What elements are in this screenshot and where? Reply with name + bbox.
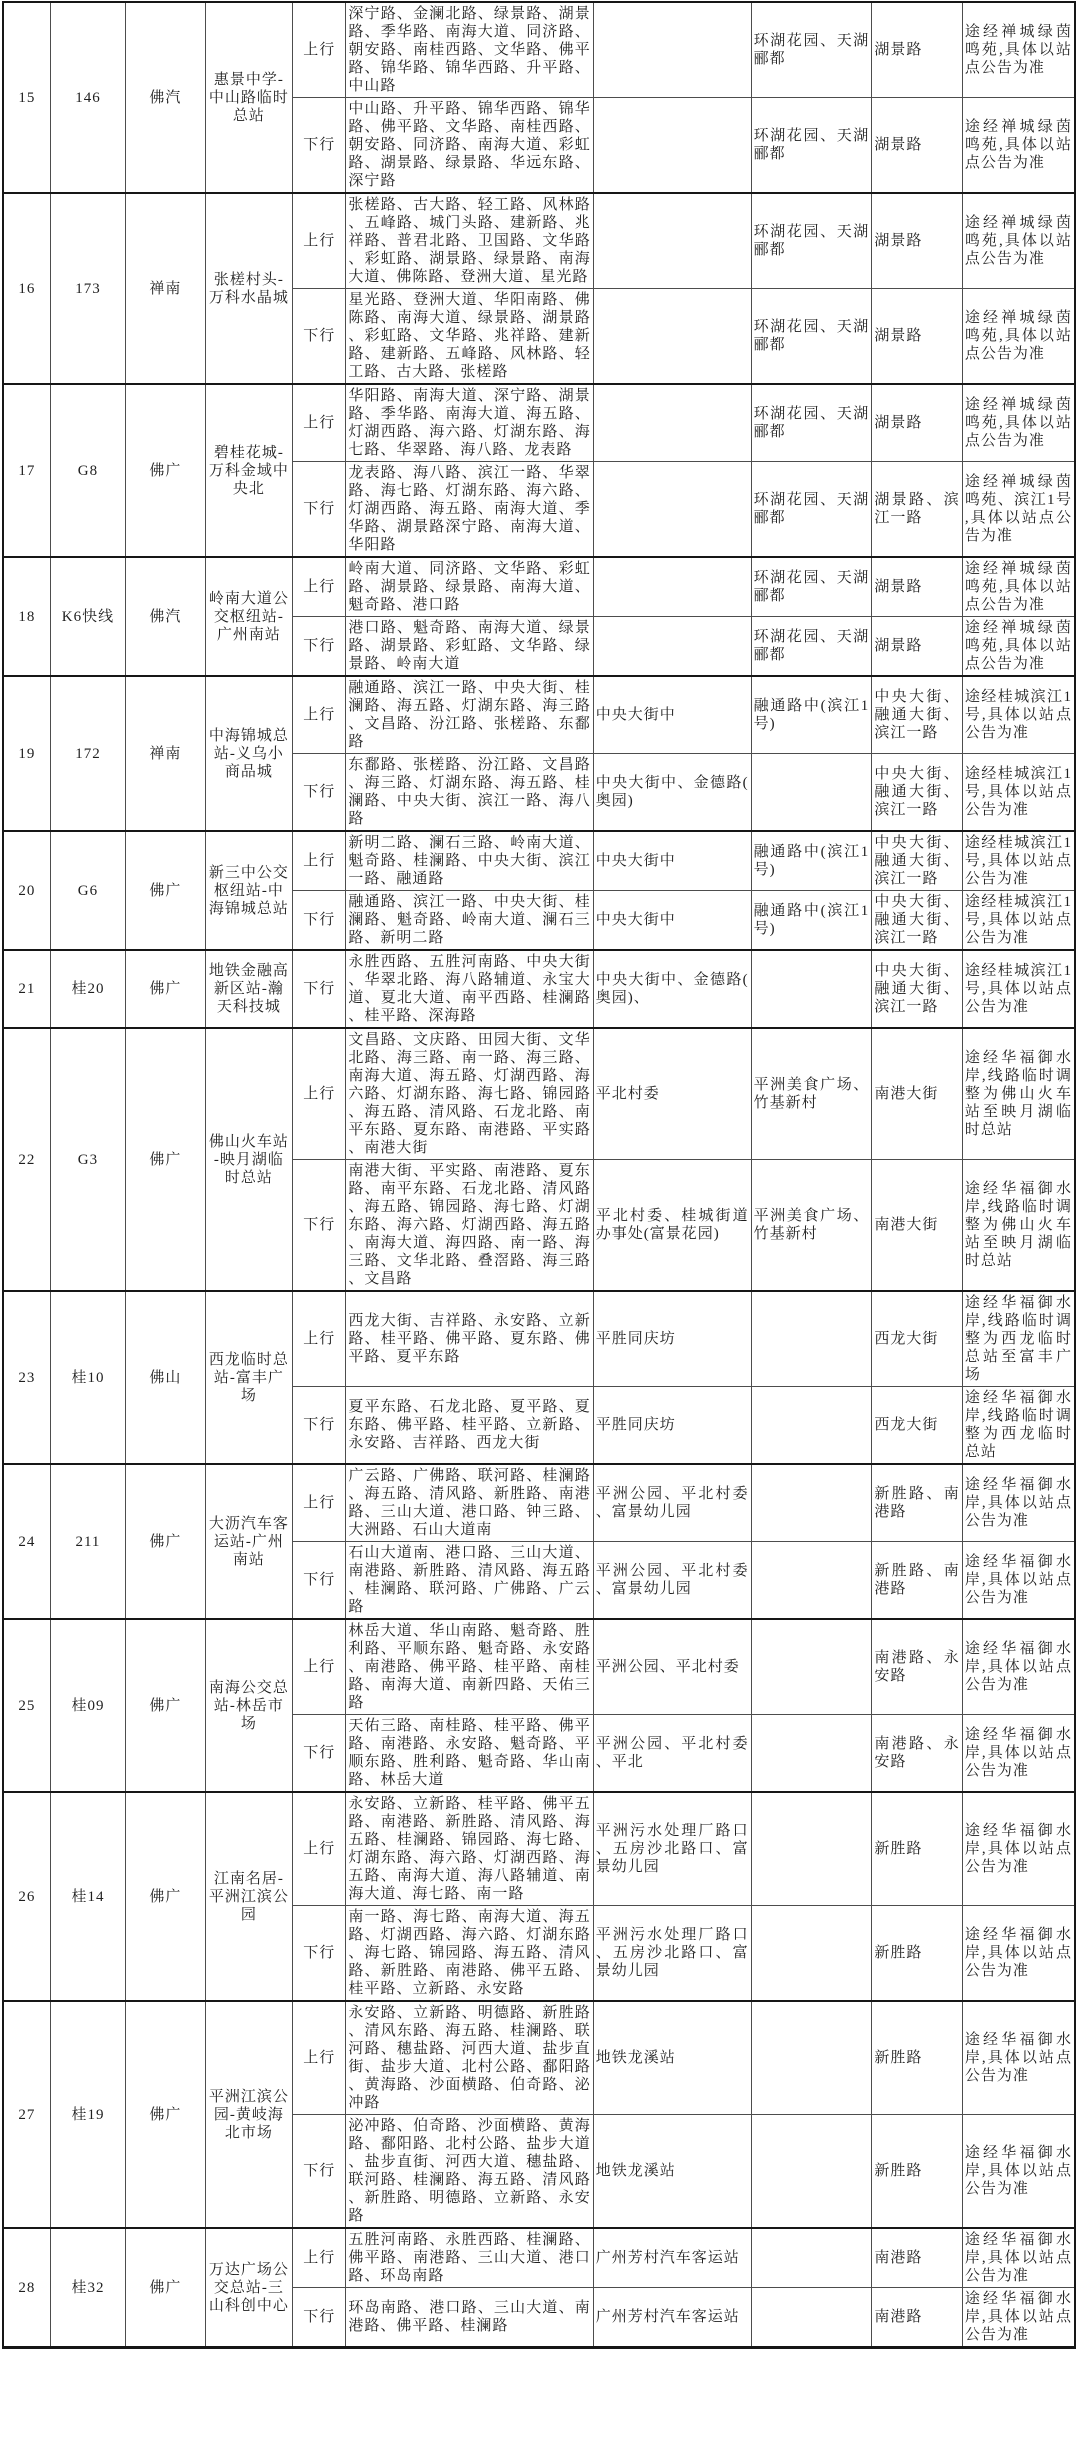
cell-route-name: 万达广场公交总站-三山科创中心 <box>205 2228 292 2348</box>
cell-route-name: 惠景中学-中山路临时总站 <box>205 2 292 193</box>
cell-note: 途经华福御水岸,具体以站点公告为准 <box>962 2228 1075 2288</box>
cell-via-2 <box>751 1387 872 1465</box>
cell-via-3: 南港路、永安路 <box>872 1715 963 1793</box>
cell-via-1: 平洲污水处理厂路口、五房沙北路口、富景幼儿园 <box>593 1906 751 2002</box>
cell-roads: 林岳大道、华山南路、魁奇路、胜利路、平顺东路、魁奇路、永安路、南港路、佛平路、桂平路、南桂路、南海大道、南新四路、天佑三路 <box>346 1619 593 1715</box>
cell-direction: 下行 <box>293 462 346 558</box>
cell-operator: 佛广 <box>126 2001 205 2228</box>
cell-note: 途经禅城绿茵鸣苑,具体以站点公告为准 <box>962 617 1075 677</box>
cell-route-code: 桂10 <box>50 1291 125 1464</box>
cell-via-3: 湖景路 <box>872 98 963 194</box>
cell-note: 途经桂城滨江1号,具体以站点公告为准 <box>962 754 1075 832</box>
cell-direction: 下行 <box>293 2115 346 2229</box>
cell-via-3: 新胜路 <box>872 1906 963 2002</box>
cell-note: 途经桂城滨江1号,具体以站点公告为准 <box>962 891 1075 951</box>
cell-direction: 上行 <box>293 2228 346 2288</box>
cell-via-2 <box>751 1715 872 1793</box>
cell-route-code: 桂09 <box>50 1619 125 1792</box>
cell-operator: 佛汽 <box>126 557 205 676</box>
cell-roads: 龙表路、海八路、滨江一路、华翠路、海七路、灯湖东路、海六路、灯湖西路、海五路、南海大道、季华路、湖景路深宁路、南海大道、华阳路 <box>346 462 593 558</box>
cell-row-number: 15 <box>3 2 50 193</box>
cell-row-number: 18 <box>3 557 50 676</box>
cell-note: 途经华福御水岸,线路临时调整为西龙临时总站 <box>962 1387 1075 1465</box>
cell-via-3: 新胜路 <box>872 2115 963 2229</box>
cell-via-3: 南港大街 <box>872 1160 963 1292</box>
cell-note: 途经桂城滨江1号,具体以站点公告为准 <box>962 831 1075 891</box>
cell-note: 途经华福御水岸,线路临时调整为佛山火车站至映月湖临时总站 <box>962 1028 1075 1160</box>
cell-route-code: 146 <box>50 2 125 193</box>
route-row <box>3 1792 1075 1906</box>
cell-direction: 下行 <box>293 950 346 1028</box>
cell-note: 途经桂城滨江1号,具体以站点公告为准 <box>962 676 1075 754</box>
cell-roads: 广云路、广佛路、联河路、桂澜路、海五路、清风路、新胜路、南港路、三山大道、港口路、钟三路、大洲路、石山大道南 <box>346 1464 593 1542</box>
cell-note: 途经禅城绿茵鸣苑,具体以站点公告为准 <box>962 193 1075 289</box>
cell-roads: 五胜河南路、永胜西路、桂澜路、佛平路、南港路、三山大道、港口路、环岛南路 <box>346 2228 593 2288</box>
cell-operator: 佛山 <box>126 1291 205 1464</box>
cell-via-1: 中央大街中、金德路(奥园)、 <box>593 950 751 1028</box>
cell-operator: 佛广 <box>126 2228 205 2348</box>
cell-route-code: 桂32 <box>50 2228 125 2348</box>
cell-direction: 上行 <box>293 384 346 462</box>
cell-via-2 <box>751 2115 872 2229</box>
cell-via-1 <box>593 289 751 385</box>
bus-route-table <box>2 1 1076 2349</box>
cell-via-2 <box>751 1464 872 1542</box>
cell-operator: 佛广 <box>126 1792 205 2001</box>
route-row <box>3 1028 1075 1160</box>
cell-operator: 佛汽 <box>126 2 205 193</box>
cell-via-1 <box>593 2 751 98</box>
cell-operator: 佛广 <box>126 1619 205 1792</box>
cell-direction: 上行 <box>293 831 346 891</box>
cell-via-2: 融通路中(滨江1号) <box>751 676 872 754</box>
cell-note: 途经禅城绿茵鸣苑,具体以站点公告为准 <box>962 289 1075 385</box>
cell-note: 途经禅城绿茵鸣苑,具体以站点公告为准 <box>962 557 1075 617</box>
cell-via-2: 环湖花园、天湖郦都 <box>751 384 872 462</box>
cell-via-2 <box>751 754 872 832</box>
cell-route-code: G6 <box>50 831 125 950</box>
cell-route-name: 张槎村头-万科水晶城 <box>205 193 292 384</box>
route-row <box>3 676 1075 754</box>
route-row <box>3 2 1075 98</box>
cell-via-3: 中央大街、融通大街、滨江一路 <box>872 891 963 951</box>
cell-via-2: 环湖花园、天湖郦都 <box>751 462 872 558</box>
cell-via-2: 融通路中(滨江1号) <box>751 831 872 891</box>
route-row <box>3 1464 1075 1542</box>
cell-via-1: 平北村委 <box>593 1028 751 1160</box>
cell-roads: 岭南大道、同济路、文华路、彩虹路、湖景路、绿景路、南海大道、魁奇路、港口路 <box>346 557 593 617</box>
cell-direction: 下行 <box>293 1542 346 1620</box>
cell-via-3: 新胜路 <box>872 2001 963 2115</box>
cell-route-code: 桂14 <box>50 1792 125 2001</box>
cell-roads: 环岛南路、港口路、三山大道、南港路、佛平路、桂澜路 <box>346 2288 593 2348</box>
cell-direction: 下行 <box>293 1387 346 1465</box>
cell-roads: 港口路、魁奇路、南海大道、绿景路、湖景路、彩虹路、文华路、绿景路、岭南大道 <box>346 617 593 677</box>
cell-direction: 下行 <box>293 289 346 385</box>
cell-note: 途经华福御水岸,具体以站点公告为准 <box>962 2115 1075 2229</box>
cell-via-2 <box>751 1619 872 1715</box>
cell-direction: 下行 <box>293 1160 346 1292</box>
cell-via-1 <box>593 617 751 677</box>
cell-note: 途经华福御水岸,具体以站点公告为准 <box>962 1464 1075 1542</box>
cell-via-2: 环湖花园、天湖郦都 <box>751 193 872 289</box>
cell-route-code: 172 <box>50 676 125 831</box>
cell-row-number: 24 <box>3 1464 50 1619</box>
cell-via-1: 平北村委、桂城街道办事处(富景花园) <box>593 1160 751 1292</box>
cell-via-1: 广州芳村汽车客运站 <box>593 2228 751 2288</box>
cell-note: 途经华福御水岸,具体以站点公告为准 <box>962 1792 1075 1906</box>
cell-operator: 佛广 <box>126 1028 205 1291</box>
cell-via-2: 环湖花园、天湖郦都 <box>751 289 872 385</box>
route-row <box>3 384 1075 462</box>
cell-direction: 下行 <box>293 754 346 832</box>
cell-roads: 中山路、升平路、锦华西路、锦华路、佛平路、文华路、南桂西路、朝安路、同济路、南海大道、彩虹路、湖景路、绿景路、华远东路、深宁路 <box>346 98 593 194</box>
cell-via-2: 环湖花园、天湖郦都 <box>751 557 872 617</box>
cell-note: 途经华福御水岸,具体以站点公告为准 <box>962 1906 1075 2002</box>
cell-via-1: 中央大街中 <box>593 831 751 891</box>
cell-via-1: 平洲公园、平北村委 <box>593 1619 751 1715</box>
cell-via-3: 湖景路 <box>872 384 963 462</box>
cell-route-code: G8 <box>50 384 125 557</box>
cell-roads: 西龙大街、吉祥路、永安路、立新路、桂平路、佛平路、夏东路、佛平路、夏平东路 <box>346 1291 593 1387</box>
route-row <box>3 1291 1075 1387</box>
cell-direction: 上行 <box>293 2001 346 2115</box>
cell-note: 途经桂城滨江1号,具体以站点公告为准 <box>962 950 1075 1028</box>
cell-row-number: 25 <box>3 1619 50 1792</box>
cell-note: 途经禅城绿茵鸣苑,具体以站点公告为准 <box>962 384 1075 462</box>
cell-via-2 <box>751 2228 872 2288</box>
cell-route-code: 桂19 <box>50 2001 125 2228</box>
cell-via-3: 新胜路、南港路 <box>872 1464 963 1542</box>
cell-via-3: 新胜路 <box>872 1792 963 1906</box>
cell-note: 途经禅城绿茵鸣苑,具体以站点公告为准 <box>962 2 1075 98</box>
cell-direction: 上行 <box>293 1464 346 1542</box>
cell-roads: 永安路、立新路、明德路、新胜路、清风东路、海五路、桂澜路、联河路、穗盐路、河西大道、盐步直街、盐步大道、北村公路、鄱阳路、黄海路、沙面横路、伯奇路、泌冲路 <box>346 2001 593 2115</box>
cell-via-3: 中央大街、融通大街、滨江一路 <box>872 754 963 832</box>
cell-via-3: 南港路 <box>872 2288 963 2348</box>
cell-roads: 东鄱路、张槎路、汾江路、文昌路、海三路、灯湖东路、海五路、桂澜路、中央大街、滨江一路、海八路 <box>346 754 593 832</box>
cell-via-2 <box>751 2001 872 2115</box>
cell-row-number: 26 <box>3 1792 50 2001</box>
cell-roads: 文昌路、文庆路、田园大街、文华北路、海三路、南一路、海三路、南海大道、海五路、灯湖西路、海六路、灯湖东路、海七路、锦园路、海五路、清风路、石龙北路、南平东路、夏东路、南港路、平实路、南港大街 <box>346 1028 593 1160</box>
cell-via-1: 中央大街中、金德路(奥园) <box>593 754 751 832</box>
cell-via-1: 中央大街中 <box>593 891 751 951</box>
cell-note: 途经华福御水岸,具体以站点公告为准 <box>962 1619 1075 1715</box>
cell-operator: 佛广 <box>126 384 205 557</box>
cell-via-2: 环湖花园、天湖郦都 <box>751 2 872 98</box>
route-row <box>3 950 1075 1028</box>
cell-row-number: 16 <box>3 193 50 384</box>
cell-via-1 <box>593 557 751 617</box>
cell-direction: 上行 <box>293 557 346 617</box>
cell-via-3: 南港大街 <box>872 1028 963 1160</box>
cell-roads: 张槎路、古大路、轻工路、风林路、五峰路、城门头路、建新路、兆祥路、普君北路、卫国路、文华路、彩虹路、湖景路、绿景路、南海大道、佛陈路、登洲大道、星光路 <box>346 193 593 289</box>
cell-direction: 下行 <box>293 891 346 951</box>
cell-direction: 上行 <box>293 193 346 289</box>
cell-row-number: 27 <box>3 2001 50 2228</box>
cell-route-name: 新三中公交枢纽站-中海锦城总站 <box>205 831 292 950</box>
cell-via-3: 湖景路 <box>872 2 963 98</box>
cell-direction: 上行 <box>293 676 346 754</box>
cell-row-number: 20 <box>3 831 50 950</box>
cell-via-3: 中央大街、融通大街、滨江一路 <box>872 676 963 754</box>
cell-via-3: 湖景路 <box>872 289 963 385</box>
route-row <box>3 557 1075 617</box>
cell-roads: 泌冲路、伯奇路、沙面横路、黄海路、鄱阳路、北村公路、盐步大道、盐步直街、河西大道、穗盐路、联河路、桂澜路、海五路、清风路、新胜路、明德路、立新路、永安路 <box>346 2115 593 2229</box>
cell-route-name: 大沥汽车客运站-广州南站 <box>205 1464 292 1619</box>
route-row <box>3 193 1075 289</box>
cell-direction: 上行 <box>293 1028 346 1160</box>
cell-roads: 石山大道南、港口路、三山大道、南港路、新胜路、清风路、海五路、桂澜路、联河路、广佛路、广云路 <box>346 1542 593 1620</box>
cell-via-2 <box>751 1792 872 1906</box>
cell-roads: 新明二路、澜石三路、岭南大道、魁奇路、桂澜路、中央大街、滨江一路、融通路 <box>346 831 593 891</box>
cell-via-2 <box>751 2288 872 2348</box>
cell-roads: 融通路、滨江一路、中央大街、桂澜路、海五路、灯湖东路、海三路、文昌路、汾江路、张槎路、东鄱路 <box>346 676 593 754</box>
cell-route-name: 西龙临时总站-富丰广场 <box>205 1291 292 1464</box>
cell-row-number: 23 <box>3 1291 50 1464</box>
cell-route-code: G3 <box>50 1028 125 1291</box>
cell-via-3: 西龙大街 <box>872 1291 963 1387</box>
cell-via-1: 广州芳村汽车客运站 <box>593 2288 751 2348</box>
cell-via-3: 中央大街、融通大街、滨江一路 <box>872 831 963 891</box>
cell-route-name: 南海公交总站-林岳市场 <box>205 1619 292 1792</box>
cell-note: 途经华福御水岸,线路临时调整为佛山火车站至映月湖临时总站 <box>962 1160 1075 1292</box>
bus-route-table-body <box>3 2 1075 2348</box>
cell-operator: 禅南 <box>126 193 205 384</box>
cell-via-1 <box>593 384 751 462</box>
cell-roads: 南港大街、平实路、南港路、夏东路、南平东路、石龙北路、清风路、海五路、锦园路、海七路、灯湖东路、海六路、灯湖西路、海五路、南海大道、海四路、南一路、海三路、文华北路、叠滘路、海三路、文昌路 <box>346 1160 593 1292</box>
cell-direction: 上行 <box>293 1619 346 1715</box>
cell-roads: 夏平东路、石龙北路、夏平路、夏东路、佛平路、桂平路、立新路、永安路、吉祥路、西龙大街 <box>346 1387 593 1465</box>
cell-via-2: 环湖花园、天湖郦都 <box>751 617 872 677</box>
cell-via-1: 中央大街中 <box>593 676 751 754</box>
route-row <box>3 831 1075 891</box>
cell-direction: 下行 <box>293 617 346 677</box>
cell-via-2: 平洲美食广场、竹基新村 <box>751 1028 872 1160</box>
route-row <box>3 1619 1075 1715</box>
cell-route-name: 碧桂花城-万科金域中央北 <box>205 384 292 557</box>
cell-roads: 深宁路、金澜北路、绿景路、湖景路、季华路、南海大道、同济路、朝安路、南桂西路、文华路、佛平路、锦华路、锦华西路、升平路、中山路 <box>346 2 593 98</box>
cell-via-3: 湖景路 <box>872 557 963 617</box>
cell-via-1: 平洲公园、平北村委、平北 <box>593 1715 751 1793</box>
cell-via-2 <box>751 1291 872 1387</box>
cell-row-number: 22 <box>3 1028 50 1291</box>
cell-roads: 永安路、立新路、桂平路、佛平五路、南港路、新胜路、清风路、海五路、桂澜路、锦园路、海七路、灯湖东路、海六路、灯湖西路、海五路、南海大道、海八路辅道、南海大道、海七路、南一路 <box>346 1792 593 1906</box>
cell-route-code: 211 <box>50 1464 125 1619</box>
cell-via-3: 中央大街、融通大街、滨江一路 <box>872 950 963 1028</box>
cell-via-2: 环湖花园、天湖郦都 <box>751 98 872 194</box>
cell-via-1: 平洲污水处理厂路口、五房沙北路口、富景幼儿园 <box>593 1792 751 1906</box>
cell-via-1: 地铁龙溪站 <box>593 2001 751 2115</box>
cell-operator: 佛广 <box>126 831 205 950</box>
cell-roads: 星光路、登洲大道、华阳南路、佛陈路、南海大道、绿景路、湖景路、彩虹路、文华路、兆祥路、建新路、建新路、五峰路、风林路、轻工路、古大路、张槎路 <box>346 289 593 385</box>
cell-direction: 下行 <box>293 98 346 194</box>
cell-route-name: 中海锦城总站-义乌小商品城 <box>205 676 292 831</box>
cell-note: 途经华福御水岸,线路临时调整为西龙临时总站至富丰广场 <box>962 1291 1075 1387</box>
cell-route-code: K6快线 <box>50 557 125 676</box>
cell-route-name: 江南名居-平洲江滨公园 <box>205 1792 292 2001</box>
cell-direction: 下行 <box>293 1715 346 1793</box>
cell-route-name: 平洲江滨公园-黄岐海北市场 <box>205 2001 292 2228</box>
cell-via-1: 平胜同庆坊 <box>593 1291 751 1387</box>
cell-note: 途经华福御水岸,具体以站点公告为准 <box>962 2001 1075 2115</box>
cell-via-2 <box>751 950 872 1028</box>
cell-route-name: 佛山火车站-映月湖临时总站 <box>205 1028 292 1291</box>
route-row <box>3 2228 1075 2288</box>
cell-roads: 永胜西路、五胜河南路、中央大街、华翠北路、海八路辅道、永宝大道、夏北大道、南平西路、桂澜路、桂平路、深海路 <box>346 950 593 1028</box>
cell-row-number: 21 <box>3 950 50 1028</box>
cell-operator: 佛广 <box>126 950 205 1028</box>
cell-via-2 <box>751 1542 872 1620</box>
cell-via-1: 平洲公园、平北村委、富景幼儿园 <box>593 1542 751 1620</box>
cell-via-1 <box>593 193 751 289</box>
cell-via-1: 平洲公园、平北村委、富景幼儿园 <box>593 1464 751 1542</box>
cell-via-3: 西龙大街 <box>872 1387 963 1465</box>
cell-via-3: 新胜路、南港路 <box>872 1542 963 1620</box>
cell-note: 途经禅城绿茵鸣苑,具体以站点公告为准 <box>962 98 1075 194</box>
cell-route-code: 173 <box>50 193 125 384</box>
cell-roads: 融通路、滨江一路、中央大街、桂澜路、魁奇路、岭南大道、澜石三路、新明二路 <box>346 891 593 951</box>
route-row <box>3 2001 1075 2115</box>
cell-note: 途经华福御水岸,具体以站点公告为准 <box>962 1542 1075 1620</box>
cell-via-3: 南港路 <box>872 2228 963 2288</box>
cell-route-name: 地铁金融高新区站-瀚天科技城 <box>205 950 292 1028</box>
cell-operator: 禅南 <box>126 676 205 831</box>
cell-roads: 南一路、海七路、南海大道、海五路、灯湖西路、海六路、灯湖东路、海七路、锦园路、海五路、清风路、新胜路、南港路、佛平五路、桂平路、立新路、永安路 <box>346 1906 593 2002</box>
cell-via-3: 湖景路 <box>872 617 963 677</box>
cell-note: 途经华福御水岸,具体以站点公告为准 <box>962 2288 1075 2348</box>
cell-direction: 上行 <box>293 1792 346 1906</box>
cell-direction: 下行 <box>293 1906 346 2002</box>
cell-via-3: 湖景路 <box>872 193 963 289</box>
cell-roads: 华阳路、南海大道、深宁路、湖景路、季华路、南海大道、海五路、灯湖西路、海六路、灯湖东路、海七路、华翠路、海八路、龙表路 <box>346 384 593 462</box>
cell-via-2: 平洲美食广场、竹基新村 <box>751 1160 872 1292</box>
cell-via-1: 平胜同庆坊 <box>593 1387 751 1465</box>
cell-via-3: 湖景路、滨江一路 <box>872 462 963 558</box>
cell-direction: 上行 <box>293 2 346 98</box>
cell-direction: 下行 <box>293 2288 346 2348</box>
cell-roads: 天佑三路、南桂路、桂平路、佛平路、南港路、永安路、魁奇路、平顺东路、胜利路、魁奇路、华山南路、林岳大道 <box>346 1715 593 1793</box>
cell-direction: 上行 <box>293 1291 346 1387</box>
cell-route-name: 岭南大道公交枢纽站-广州南站 <box>205 557 292 676</box>
cell-via-2: 融通路中(滨江1号) <box>751 891 872 951</box>
cell-note: 途经华福御水岸,具体以站点公告为准 <box>962 1715 1075 1793</box>
cell-route-code: 桂20 <box>50 950 125 1028</box>
cell-via-1 <box>593 98 751 194</box>
cell-row-number: 17 <box>3 384 50 557</box>
cell-note: 途经禅城绿茵鸣苑、滨江1号,具体以站点公告为准 <box>962 462 1075 558</box>
cell-via-1 <box>593 462 751 558</box>
cell-via-2 <box>751 1906 872 2002</box>
cell-via-1: 地铁龙溪站 <box>593 2115 751 2229</box>
cell-row-number: 19 <box>3 676 50 831</box>
cell-operator: 佛广 <box>126 1464 205 1619</box>
cell-via-3: 南港路、永安路 <box>872 1619 963 1715</box>
cell-row-number: 28 <box>3 2228 50 2348</box>
